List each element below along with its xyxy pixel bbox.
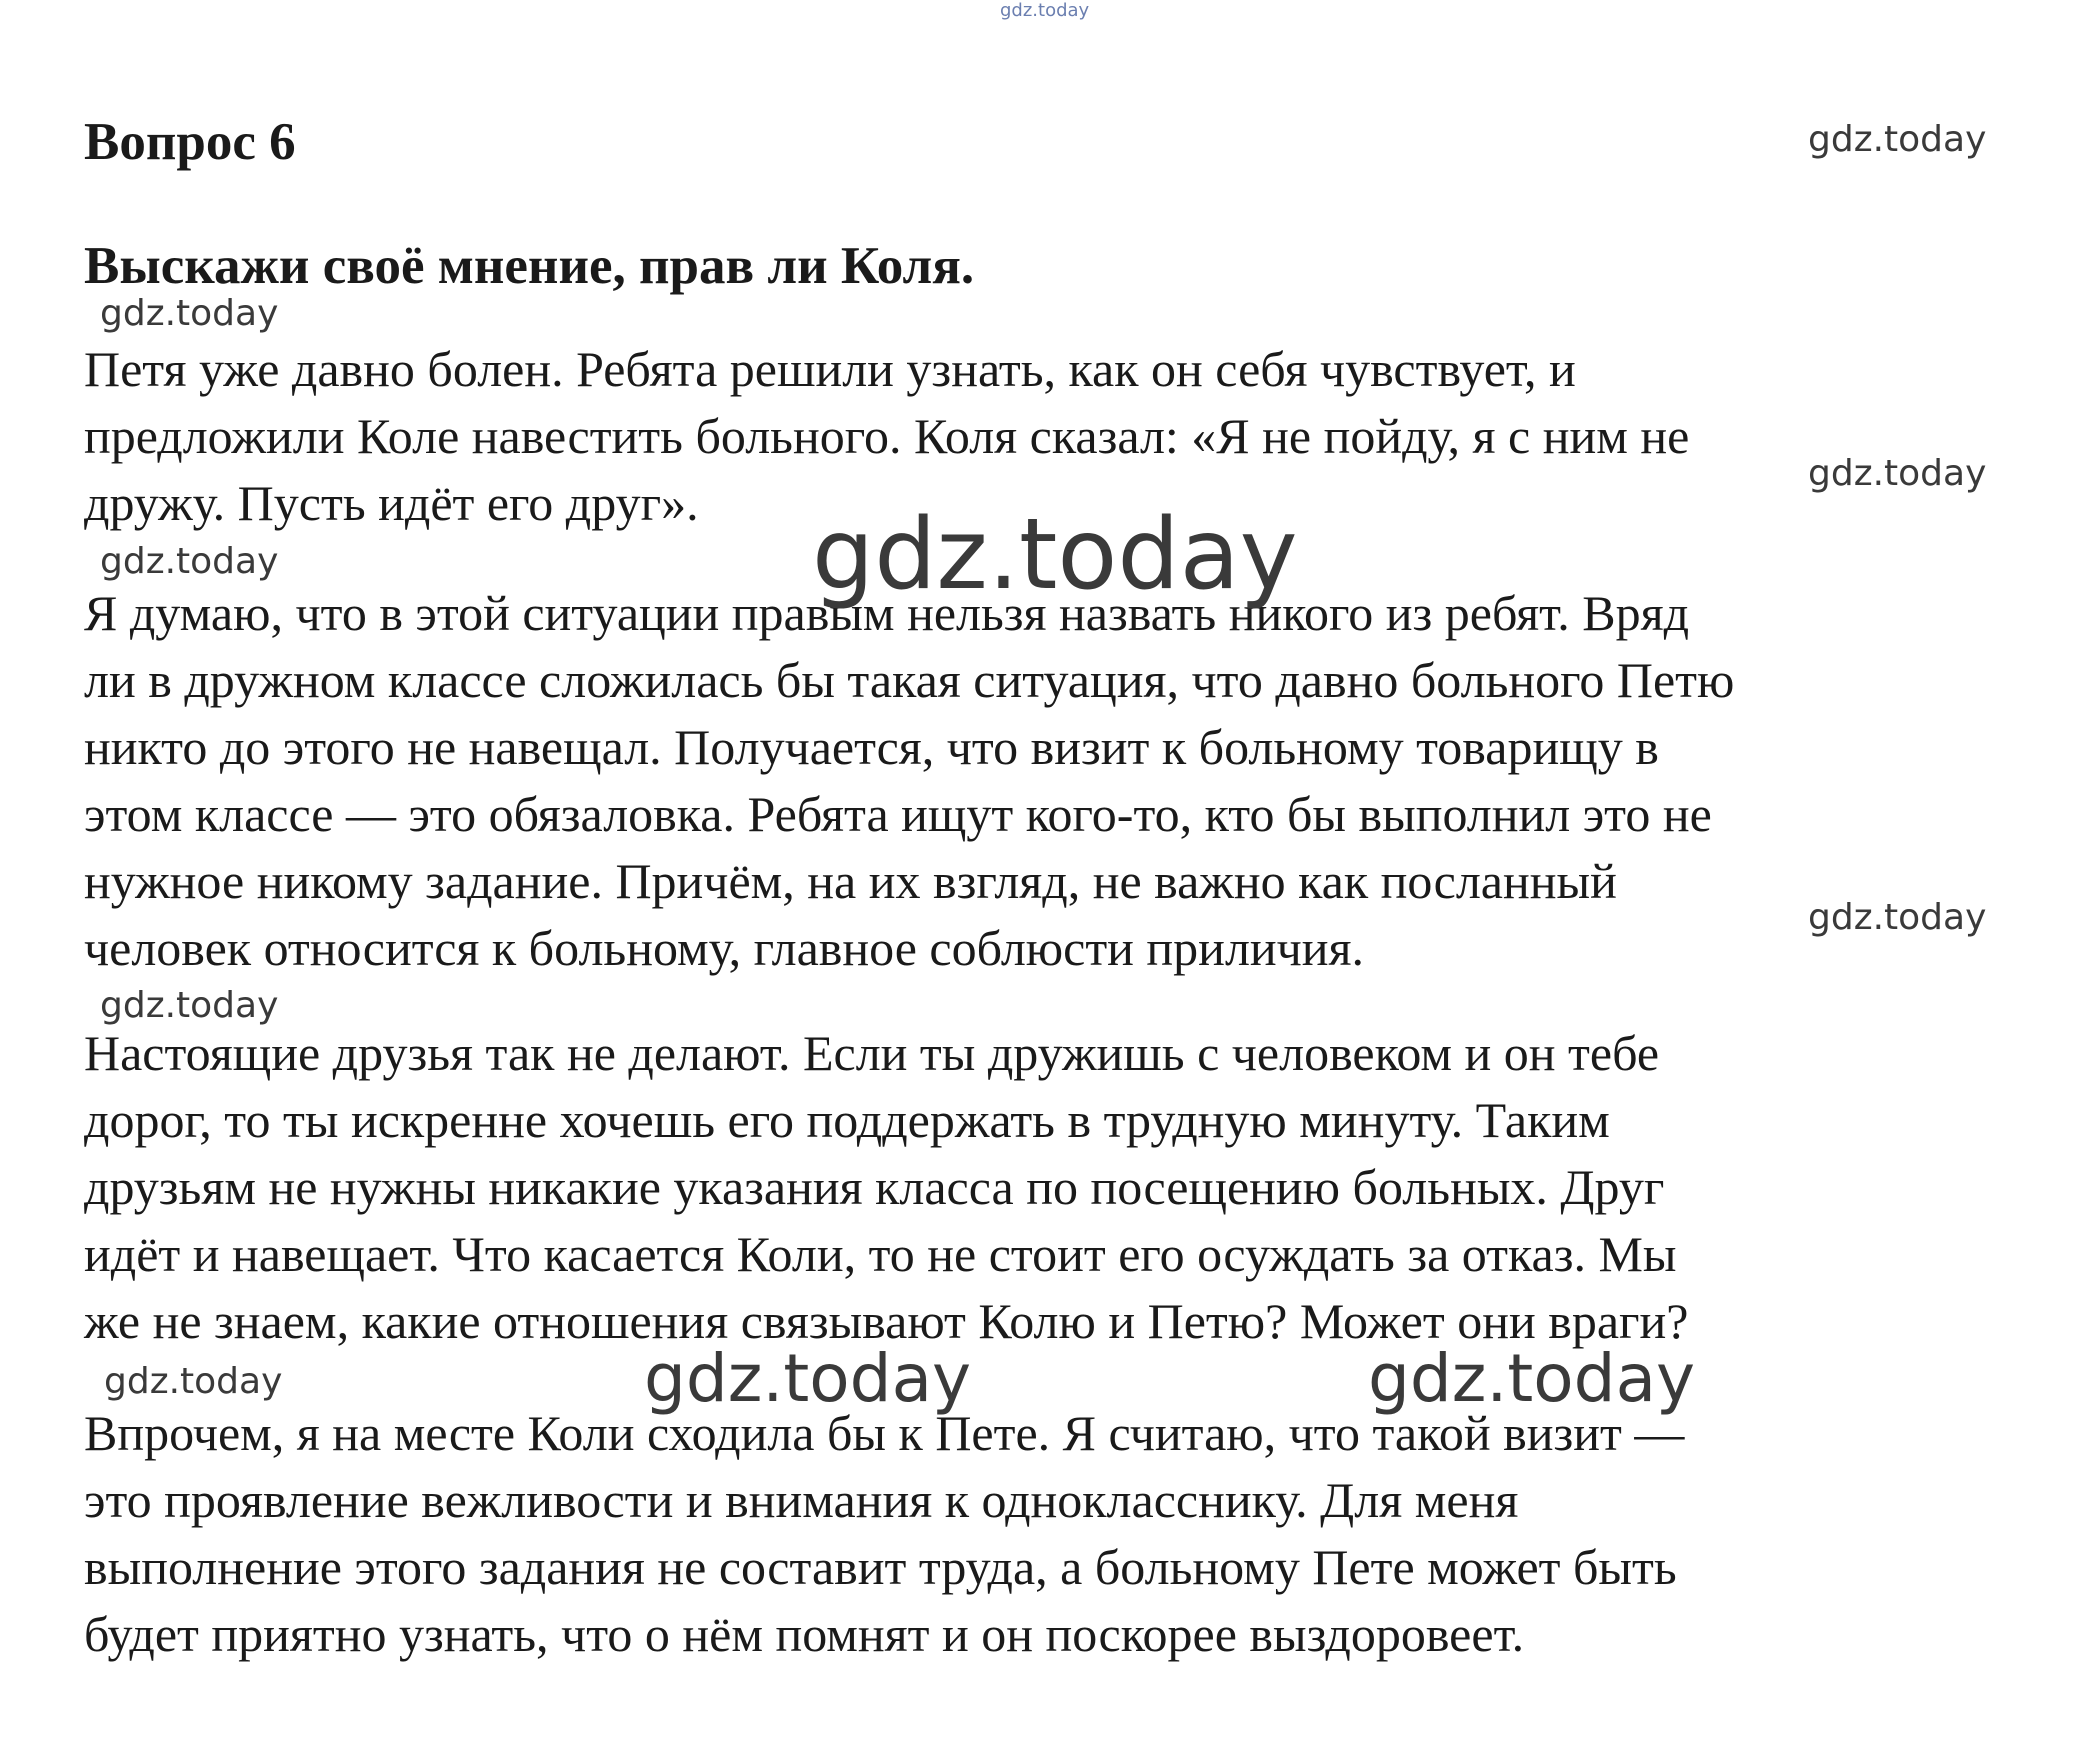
answer-paragraph: Впрочем, я на месте Коли сходила бы к Пете. Я считаю, что такой визит — это проявление вежливости и внимания к однокласснику. Для меня выполнение этого задания не составит труда, а больному Пете может быть будет приятно узнать, что о нём помнят и он поскорее выздоровеет. <box>84 1405 1685 1662</box>
watermark: gdz.today <box>1808 897 1987 938</box>
watermark: gdz.today <box>100 293 279 334</box>
watermark: gdz.today <box>1368 1340 1696 1417</box>
answer-paragraph: Я думаю, что в этой ситуации правым нельзя назвать никого из ребят. Вряд ли в дружном классе сложилась бы такая ситуация, что давно больного Петю никто до этого не навещал. Получается, что визит к больному товарищу в этом классе — это обязаловка. Ребята ищут кого-то, кто бы выполнил это не нужное никому задание. Причём, на их взгляд, не важно как посланный человек относится к больному, главное соблюсти приличия. <box>84 585 1735 976</box>
watermark: gdz.today <box>1808 119 1987 160</box>
watermark: gdz.today <box>104 1361 283 1402</box>
problem-text: Петя уже давно болен. Ребята решили узнать, как он себя чувствует, и предложили Коле навестить больного. Коля сказал: «Я не пойду, я с ним не дружу. Пусть идёт его друг». <box>84 341 1690 531</box>
watermark: gdz.today <box>100 985 279 1026</box>
watermark: gdz.today <box>100 541 279 582</box>
watermark-top: gdz.today <box>1000 0 1090 21</box>
watermark: gdz.today <box>1808 453 1987 494</box>
answer-paragraph: Настоящие друзья так не делают. Если ты дружишь с человеком и он тебе дорог, то ты искренне хочешь его поддержать в трудную минуту. Таким друзьям не нужны никакие указания класса по посещению больных. Друг идёт и навещает. Что касается Коли, то не стоит его осуждать за отказ. Мы же не знаем, какие отношения связывают Колю и Петю? Может они враги? <box>84 1025 1689 1349</box>
watermark: gdz.today <box>644 1340 972 1417</box>
question-title: Выскажи своё мнение, прав ли Коля. <box>84 237 975 295</box>
question-number: Вопрос 6 <box>84 113 296 171</box>
watermark: gdz.today <box>812 498 1298 612</box>
